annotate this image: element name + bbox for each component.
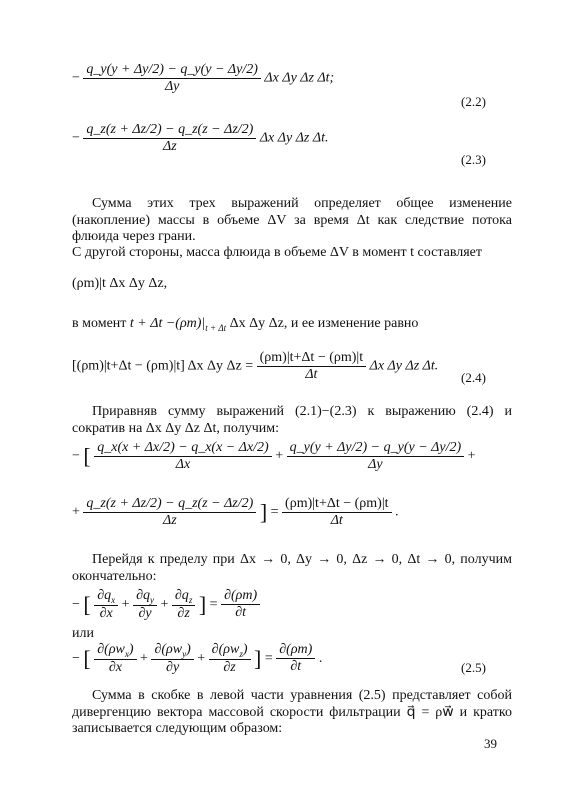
- minus-sign: −: [72, 448, 80, 464]
- paragraph: Перейдя к пределу при Δx → 0, Δy → 0, Δz → 0, Δt → 0, получим окончательно:: [72, 552, 512, 584]
- denominator: Δz: [83, 138, 256, 155]
- equation-2-4: [72, 350, 438, 383]
- equation-lhs: [(ρm)|t+Δt − (ρm)|t] Δx Δy Δz =: [72, 358, 254, 374]
- fraction: $\frac{q\_z(z + \Delta z/2) - q\_z(z - \Delta z/2)}{\Delta z}$: [83, 122, 256, 155]
- paragraph: Сумма в скобке в левой части уравнения (2.5) представляет собой дивергенцию вектора массовой скорости фильтрации q⃗ = ρw⃗ и кратко записывается следующим образом:: [72, 688, 512, 736]
- page-number: 39: [484, 736, 497, 751]
- plus-sign: +: [275, 448, 284, 464]
- period: .: [395, 504, 399, 520]
- limit-equation: − [ $\frac{\partial q_x}{\partial x}$ + $\frac{\partial q_y}{\partial y}$ + $\frac{\partial q_z}{\partial z}$ ] = $\frac{\partial(\rho m)}{\partial t}$: [72, 588, 260, 622]
- plus-sign: +: [72, 504, 80, 520]
- numerator: (ρm)|t+Δt − (ρm)|t: [285, 496, 389, 511]
- equation-tail: Δx Δy Δz Δt.: [369, 358, 439, 374]
- minus-sign: −: [72, 651, 80, 667]
- equation-tail: Δx Δy Δz Δt.: [259, 130, 329, 146]
- paragraph: С другой стороны, масса флюида в объеме ΔV в момент t составляет: [72, 245, 483, 260]
- denominator: Δz: [83, 512, 256, 529]
- fraction: $\frac{\partial(\rho w_x)}{\partial x}$: [94, 642, 136, 676]
- denominator: Δy: [83, 78, 261, 95]
- fraction: $\frac{q\_y(y + \Delta y/2) - q\_y(y - \Delta y/2)}{\Delta y}$: [83, 62, 261, 95]
- fraction: $\frac{\partial q_z}{\partial z}$: [172, 588, 195, 622]
- equation-number: (2.3): [461, 152, 486, 167]
- equation-2-3: [72, 122, 328, 155]
- numerator: q_x(x + Δx/2) − q_x(x − Δx/2): [97, 440, 269, 455]
- text-fragment: в момент: [72, 316, 127, 331]
- text-fragment: Δx Δy Δz, и ее изменение равно: [229, 316, 419, 331]
- equation-number: (2.4): [461, 370, 486, 385]
- summed-equation-line-2: + $\frac{q\_z(z + \Delta z/2) - q\_z(z - \Delta z/2)}{\Delta z}$ ] = $\frac{(\rho m)|t+\Delta t - (\rho m)|t}{\Delta t}$ .: [72, 496, 399, 528]
- period: .: [318, 651, 323, 667]
- numerator-right: q_z(z − Δz/2): [178, 122, 254, 137]
- numerator-right: q_y(y − Δy/2): [180, 62, 258, 77]
- denominator: Δt: [282, 512, 391, 529]
- fraction: [287, 440, 465, 473]
- fraction: $\frac{\partial(\rho w_z)}{\partial z}$: [209, 642, 251, 676]
- numerator-left: q_z(z + Δz/2): [86, 122, 162, 137]
- minus-sign: −: [72, 130, 80, 146]
- fraction: $\frac{\partial q_x}{\partial x}$: [94, 588, 118, 622]
- equation-number: (2.2): [461, 94, 486, 109]
- numerator: q_z(z + Δz/2) − q_z(z − Δz/2): [86, 496, 254, 511]
- numerator: q_y(y + Δy/2) − q_y(y − Δy/2): [289, 440, 462, 455]
- minus-sign: −: [72, 70, 80, 86]
- fraction: [257, 350, 366, 383]
- fraction: [83, 496, 256, 529]
- text-fragment: t + Δt −(ρm)|: [129, 316, 206, 331]
- subscript: t + Δt: [205, 322, 227, 333]
- fraction: $\frac{\partial q_y}{\partial y}$: [133, 588, 157, 622]
- paragraph: или: [72, 626, 94, 641]
- denominator: Δt: [257, 366, 366, 383]
- paragraph: Сумма этих трех выражений определяет общее изменение (накопление) массы в объеме ΔV за время Δt как следствие потока флюида через грани.: [72, 196, 512, 244]
- numerator-left: q_y(y + Δy/2): [86, 62, 164, 77]
- paragraph: Приравняв сумму выражений (2.1)−(2.3) к выражению (2.4) и сократив на Δx Δy Δz Δt, получим:: [72, 404, 512, 436]
- denominator: Δy: [287, 456, 465, 473]
- paragraph: [72, 316, 512, 336]
- equation-2-5: − [ $\frac{\partial(\rho w_x)}{\partial x}$ + $\frac{\partial(\rho w_y)}{\partial y}$ + $\frac{\partial(\rho w_z)}{\partial z}$ ] = $\frac{\partial(\rho m)}{\partial t}$ .: [72, 642, 323, 675]
- equation-number: (2.5): [461, 660, 486, 675]
- equals-sign: =: [264, 651, 273, 667]
- equation-2-2: [72, 62, 334, 95]
- fraction: [94, 440, 272, 473]
- mass-expression: (ρm)|t Δx Δy Δz,: [72, 276, 168, 291]
- equation-tail: Δx Δy Δz Δt;: [264, 70, 335, 86]
- denominator: Δx: [94, 456, 272, 473]
- fraction: $\frac{\partial(\rho m)}{\partial t}$: [276, 642, 315, 675]
- fraction: $\frac{\partial(\rho m)}{\partial t}$: [221, 588, 260, 621]
- fraction: $\frac{\partial(\rho w_y)}{\partial y}$: [151, 642, 193, 676]
- numerator: (ρm)|t+Δt − (ρm)|t: [259, 350, 364, 365]
- summed-equation-line-1: − [ $\frac{q\_x(x + \Delta x/2) - q\_x(x - \Delta x/2)}{\Delta x}$ + $\frac{q\_y(y + \Delta y/2) - q\_y(y - \Delta y/2)}{\Delta y}$ +: [72, 440, 476, 472]
- plus-sign: +: [467, 448, 476, 464]
- fraction: [282, 496, 391, 529]
- equals-sign: =: [270, 504, 279, 520]
- equals-sign: =: [209, 597, 218, 613]
- minus-sign: −: [72, 597, 80, 613]
